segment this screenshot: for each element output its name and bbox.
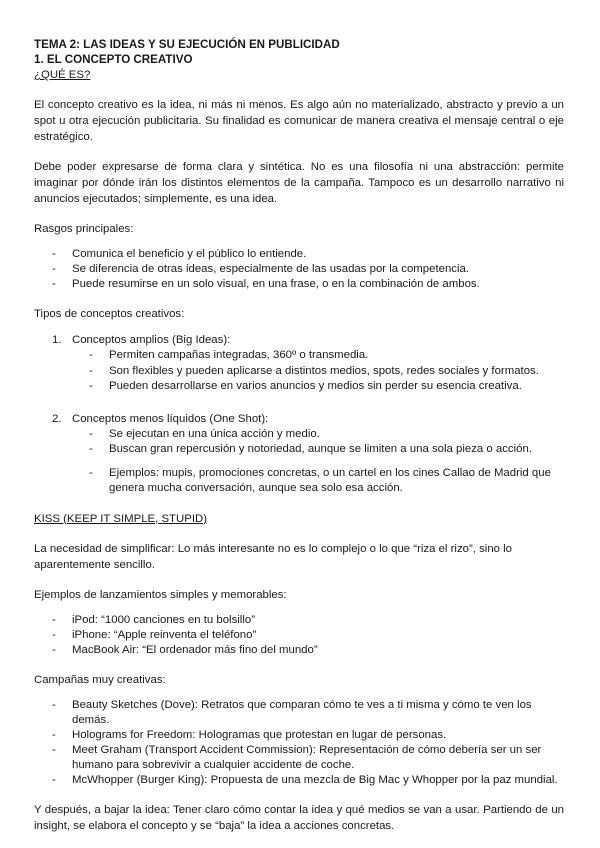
tipo-item — [34, 332, 564, 395]
list-item: - Son flexibles y pueden aplicarse a distintos medios, spots, redes sociales y formatos. — [72, 364, 564, 380]
list-number: 2. — [52, 412, 62, 425]
list-item: - Beauty Sketches (Dove): Retratos que comparan cómo te ves a ti misma y cómo te ven los demás. — [34, 698, 564, 728]
ejemplos-list — [34, 613, 564, 658]
list-item: - iPod: “1000 canciones en tu bolsillo” — [34, 613, 564, 628]
list-item: - Pueden desarrollarse en varios anuncios y medios sin perder su esencia creativa. — [72, 379, 564, 395]
list-item: - Puede resumirse en un solo visual, en una frase, o en la combinación de ambos. — [34, 277, 564, 292]
tipo-sublist — [72, 348, 564, 395]
list-item: - McWhopper (Burger King): Propuesta de una mezcla de Big Mac y Whopper por la paz mundial. — [34, 773, 564, 788]
document-title: TEMA 2: LAS IDEAS Y SU EJECUCIÓN EN PUBLICIDAD — [34, 38, 340, 51]
document-page — [34, 37, 564, 834]
ejemplos-heading: Ejemplos de lanzamientos simples y memorables: — [34, 588, 287, 601]
list-item: - Holograms for Freedom: Hologramas que protestan en lugar de personas. — [34, 728, 564, 743]
list-item: - Meet Graham (Transport Accident Commission): Representación de cómo debería ser un ser humano para sobrevivir a cualquier accidente de coche. — [34, 743, 564, 773]
list-item: - iPhone: “Apple reinventa el teléfono” — [34, 628, 564, 643]
list-item: - Comunica el beneficio y el público lo entiende. — [34, 247, 564, 262]
rasgos-list — [34, 247, 564, 292]
tipo-label: Conceptos menos líquidos (One Shot): — [72, 412, 269, 425]
paragraph-bajar-idea: Y después, a bajar la idea: Tener claro cómo contar la idea y qué medios se van a usar. Partiendo de un insight, se elabora el concepto y se “baja” la idea a acciones concretas. — [34, 803, 564, 832]
paragraph-definition: El concepto creativo es la idea, ni más ni menos. Es algo aún no materializado, abstracto y previo a un spot u otra ejecución publicitaria. Su finalidad es comunicar de manera creativa el mensaje central o eje estratégico. — [34, 99, 564, 143]
paragraph-expression: Debe poder expresarse de forma clara y sintética. No es una filosofía ni una abstracción: permite imaginar por dónde irán los distintos elementos de la campaña. Tampoco es un desarrollo narrativo ni anuncios ejecutados; simplemente, es una idea. — [34, 161, 564, 205]
list-item: - Buscan gran repercusión y notoriedad, aunque se limiten a una sola pieza o acción. — [72, 442, 564, 458]
tipo-sublist — [72, 427, 564, 497]
paragraph-simplify: La necesidad de simplificar: Lo más interesante no es lo complejo o lo que “riza el rizo”, sino lo aparentemente sencillo. — [34, 542, 513, 571]
campanas-heading: Campañas muy creativas: — [34, 673, 166, 686]
campanas-list — [34, 698, 564, 788]
list-item: - Se diferencia de otras ideas, especialmente de las usadas por la competencia. — [34, 262, 564, 277]
subheading-que-es: ¿QUÉ ES? — [34, 69, 91, 81]
tipos-heading: Tipos de conceptos creativos: — [34, 308, 185, 320]
kiss-heading: KISS (KEEP IT SIMPLE, STUPID) — [34, 512, 208, 525]
list-item: - Se ejecutan en una única acción y medio. — [72, 427, 564, 443]
list-item: - Permiten campañas integradas, 360º o transmedia. — [72, 348, 564, 364]
rasgos-heading: Rasgos principales: — [34, 223, 134, 235]
list-item: - Ejemplos: mupis, promociones concretas, o un cartel en los cines Callao de Madrid que genera mucha conversación, aunque sea solo esa acción. — [72, 466, 564, 497]
tipo-label: Conceptos amplios (Big Ideas): — [72, 334, 231, 346]
section-heading: 1. EL CONCEPTO CREATIVO — [34, 53, 193, 66]
tipo-item — [34, 411, 564, 497]
list-item: - MacBook Air: “El ordenador más fino del mundo” — [34, 643, 564, 658]
tipos-list — [34, 332, 564, 497]
list-number: 1. — [52, 334, 62, 346]
